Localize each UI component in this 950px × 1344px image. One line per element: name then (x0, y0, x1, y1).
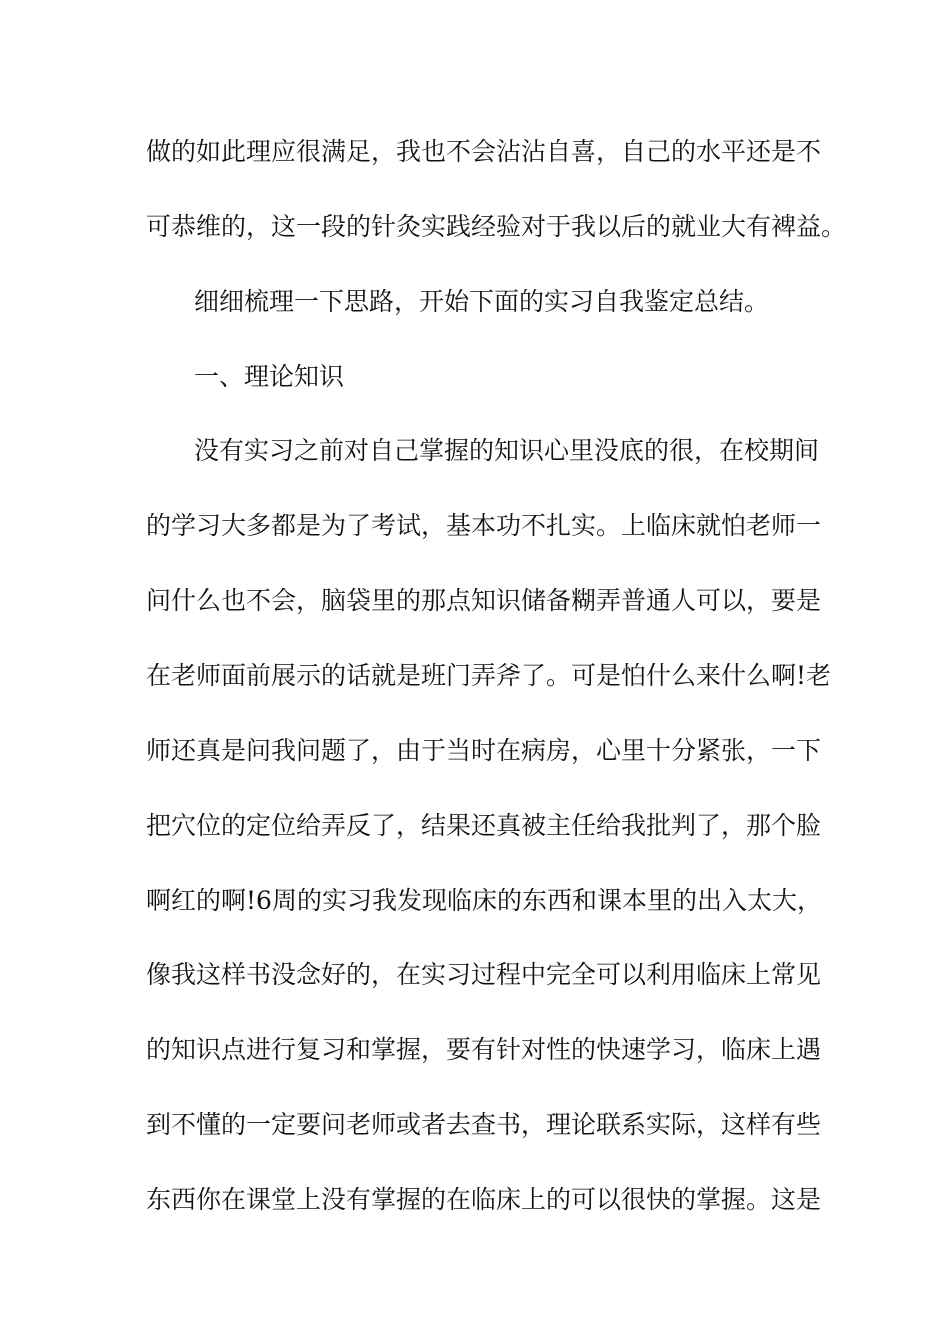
paragraph-line-first: 没有实习之前对自己掌握的知识心里没底的很，在校期间 (194, 436, 820, 465)
text-line-12: 像我这样书没念好的，在实习过程中完全可以利用临床上常见 (146, 960, 822, 989)
text-line-11: 啊红的啊!6周的实习我发现临床的东西和课本里的出入太大， (146, 886, 822, 915)
text-line-14: 到不懂的一定要问老师或者去查书，理论联系实际，这样有些 (146, 1110, 822, 1139)
text-line-8: 在老师面前展示的话就是班门弄斧了。可是怕什么来什么啊!老 (146, 661, 832, 690)
text-line-6: 的学习大多都是为了考试，基本功不扎实。上临床就怕老师一 (146, 511, 822, 540)
text-line-9: 师还真是问我问题了，由于当时在病房，心里十分紧张，一下 (146, 736, 822, 765)
text-line-15: 东西你在课堂上没有掌握的在临床上的可以很快的掌握。这是 (146, 1185, 822, 1214)
section-heading: 一、理论知识 (194, 362, 345, 391)
text-line-13: 的知识点进行复习和掌握，要有针对性的快速学习，临床上遇 (146, 1035, 822, 1064)
text-line-1: 做的如此理应很满足，我也不会沾沾自喜，自己的水平还是不 (146, 137, 822, 166)
text-line-7: 问什么也不会，脑袋里的那点知识储备糊弄普通人可以，要是 (146, 586, 822, 615)
text-line-10: 把穴位的定位给弄反了，结果还真被主任给我批判了，那个脸 (146, 811, 822, 840)
text-line-2: 可恭维的，这一段的针灸实践经验对于我以后的就业大有裨益。 (146, 212, 847, 241)
paragraph-line-intro: 细细梳理一下思路，开始下面的实习自我鉴定总结。 (194, 287, 770, 316)
